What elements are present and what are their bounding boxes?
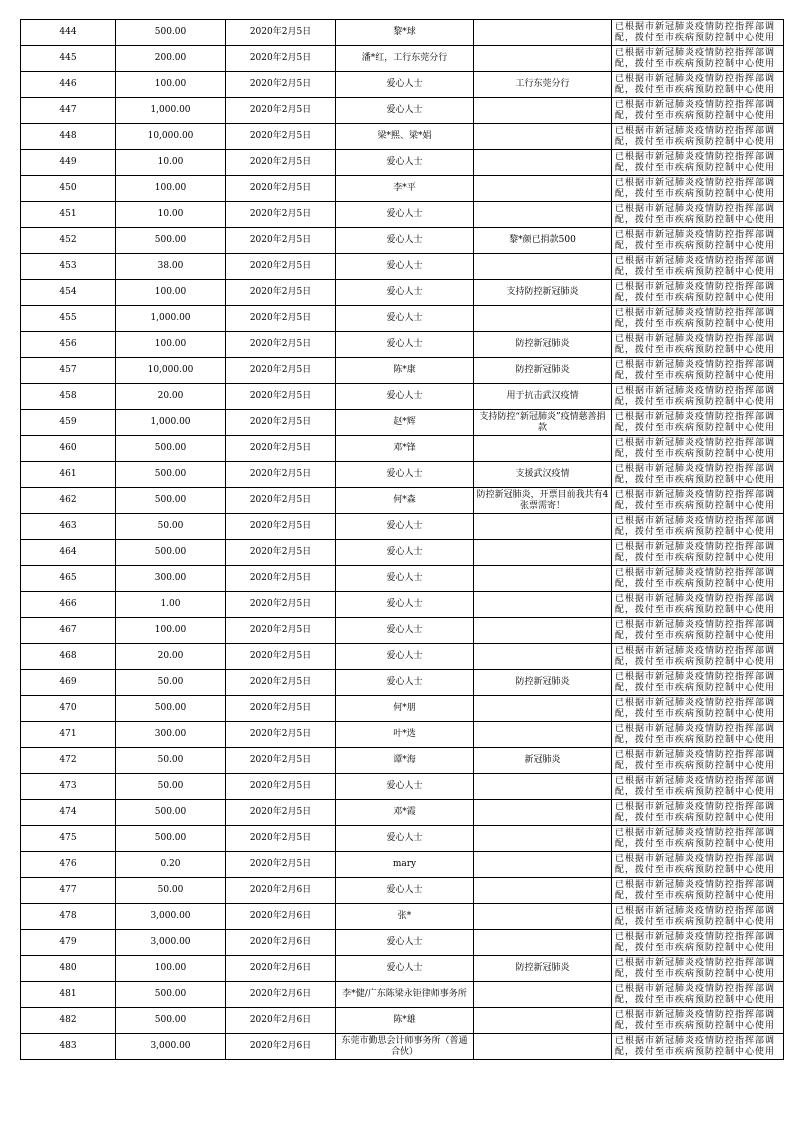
usage-note-cell: 已根据市新冠肺炎疫情防控指挥部调配，拨付至市疾病预防控制中心使用 — [612, 800, 784, 826]
amount-cell: 3,000.00 — [116, 1034, 226, 1060]
remark-cell — [474, 774, 612, 800]
date-cell: 2020年2月5日 — [226, 670, 336, 696]
usage-note-cell: 已根据市新冠肺炎疫情防控指挥部调配，拨付至市疾病预防控制中心使用 — [612, 1034, 784, 1060]
amount-cell: 500.00 — [116, 20, 226, 46]
usage-note-cell: 已根据市新冠肺炎疫情防控指挥部调配，拨付至市疾病预防控制中心使用 — [612, 306, 784, 332]
serial-number-cell: 458 — [21, 384, 116, 410]
serial-number-cell: 475 — [21, 826, 116, 852]
usage-note-cell: 已根据市新冠肺炎疫情防控指挥部调配，拨付至市疾病预防控制中心使用 — [612, 98, 784, 124]
remark-cell — [474, 150, 612, 176]
table-row — [21, 878, 784, 904]
usage-note-cell: 已根据市新冠肺炎疫情防控指挥部调配，拨付至市疾病预防控制中心使用 — [612, 540, 784, 566]
date-cell: 2020年2月5日 — [226, 280, 336, 306]
serial-number-cell: 457 — [21, 358, 116, 384]
usage-note-cell: 已根据市新冠肺炎疫情防控指挥部调配，拨付至市疾病预防控制中心使用 — [612, 748, 784, 774]
serial-number-cell: 472 — [21, 748, 116, 774]
serial-number-cell: 446 — [21, 72, 116, 98]
serial-number-cell: 473 — [21, 774, 116, 800]
table-row — [21, 488, 784, 514]
serial-number-cell: 459 — [21, 410, 116, 436]
donor-cell: 爱心人士 — [336, 930, 474, 956]
amount-cell: 20.00 — [116, 644, 226, 670]
remark-cell — [474, 202, 612, 228]
amount-cell: 10.00 — [116, 150, 226, 176]
usage-note-cell: 已根据市新冠肺炎疫情防控指挥部调配，拨付至市疾病预防控制中心使用 — [612, 46, 784, 72]
date-cell: 2020年2月5日 — [226, 696, 336, 722]
remark-cell: 防控新冠肺炎 — [474, 670, 612, 696]
amount-cell: 10,000.00 — [116, 124, 226, 150]
remark-cell: 用于抗击武汉疫情 — [474, 384, 612, 410]
serial-number-cell: 463 — [21, 514, 116, 540]
donor-cell: 爱心人士 — [336, 280, 474, 306]
usage-note-cell: 已根据市新冠肺炎疫情防控指挥部调配，拨付至市疾病预防控制中心使用 — [612, 72, 784, 98]
date-cell: 2020年2月5日 — [226, 46, 336, 72]
remark-cell — [474, 982, 612, 1008]
usage-note-cell: 已根据市新冠肺炎疫情防控指挥部调配，拨付至市疾病预防控制中心使用 — [612, 488, 784, 514]
donor-cell: 何*森 — [336, 488, 474, 514]
usage-note-cell: 已根据市新冠肺炎疫情防控指挥部调配，拨付至市疾病预防控制中心使用 — [612, 514, 784, 540]
donor-cell: 爱心人士 — [336, 566, 474, 592]
usage-note-cell: 已根据市新冠肺炎疫情防控指挥部调配，拨付至市疾病预防控制中心使用 — [612, 202, 784, 228]
donor-cell: 爱心人士 — [336, 956, 474, 982]
serial-number-cell: 478 — [21, 904, 116, 930]
serial-number-cell: 449 — [21, 150, 116, 176]
usage-note-cell: 已根据市新冠肺炎疫情防控指挥部调配，拨付至市疾病预防控制中心使用 — [612, 332, 784, 358]
serial-number-cell: 466 — [21, 592, 116, 618]
remark-cell: 防控新冠肺炎 — [474, 358, 612, 384]
serial-number-cell: 454 — [21, 280, 116, 306]
usage-note-cell: 已根据市新冠肺炎疫情防控指挥部调配，拨付至市疾病预防控制中心使用 — [612, 1008, 784, 1034]
date-cell: 2020年2月6日 — [226, 956, 336, 982]
serial-number-cell: 452 — [21, 228, 116, 254]
amount-cell: 500.00 — [116, 800, 226, 826]
serial-number-cell: 471 — [21, 722, 116, 748]
donor-cell: 陈*康 — [336, 358, 474, 384]
date-cell: 2020年2月5日 — [226, 488, 336, 514]
amount-cell: 500.00 — [116, 826, 226, 852]
table-row — [21, 930, 784, 956]
usage-note-cell: 已根据市新冠肺炎疫情防控指挥部调配，拨付至市疾病预防控制中心使用 — [612, 176, 784, 202]
amount-cell: 10.00 — [116, 202, 226, 228]
donor-cell: mary — [336, 852, 474, 878]
serial-number-cell: 444 — [21, 20, 116, 46]
remark-cell — [474, 436, 612, 462]
usage-note-cell: 已根据市新冠肺炎疫情防控指挥部调配，拨付至市疾病预防控制中心使用 — [612, 150, 784, 176]
serial-number-cell: 450 — [21, 176, 116, 202]
date-cell: 2020年2月5日 — [226, 592, 336, 618]
date-cell: 2020年2月6日 — [226, 1034, 336, 1060]
amount-cell: 100.00 — [116, 332, 226, 358]
table-row — [21, 72, 784, 98]
table-row — [21, 618, 784, 644]
remark-cell: 防控新冠肺炎 — [474, 332, 612, 358]
serial-number-cell: 477 — [21, 878, 116, 904]
donor-cell: 爱心人士 — [336, 202, 474, 228]
remark-cell — [474, 514, 612, 540]
date-cell: 2020年2月5日 — [226, 384, 336, 410]
table-row — [21, 358, 784, 384]
remark-cell: 支援武汉疫情 — [474, 462, 612, 488]
table-row — [21, 436, 784, 462]
table-row — [21, 904, 784, 930]
serial-number-cell: 480 — [21, 956, 116, 982]
table-row — [21, 228, 784, 254]
usage-note-cell: 已根据市新冠肺炎疫情防控指挥部调配，拨付至市疾病预防控制中心使用 — [612, 982, 784, 1008]
donor-cell: 爱心人士 — [336, 306, 474, 332]
donor-cell: 赵*辉 — [336, 410, 474, 436]
remark-cell — [474, 904, 612, 930]
remark-cell — [474, 878, 612, 904]
usage-note-cell: 已根据市新冠肺炎疫情防控指挥部调配，拨付至市疾病预防控制中心使用 — [612, 592, 784, 618]
donation-ledger-table — [20, 19, 784, 1060]
date-cell: 2020年2月5日 — [226, 306, 336, 332]
date-cell: 2020年2月5日 — [226, 98, 336, 124]
table-row — [21, 384, 784, 410]
table-row — [21, 1008, 784, 1034]
table-row — [21, 774, 784, 800]
date-cell: 2020年2月5日 — [226, 410, 336, 436]
amount-cell: 500.00 — [116, 1008, 226, 1034]
remark-cell — [474, 696, 612, 722]
serial-number-cell: 455 — [21, 306, 116, 332]
table-row — [21, 514, 784, 540]
donor-cell: 爱心人士 — [336, 514, 474, 540]
amount-cell: 50.00 — [116, 670, 226, 696]
date-cell: 2020年2月5日 — [226, 566, 336, 592]
table-row — [21, 332, 784, 358]
usage-note-cell: 已根据市新冠肺炎疫情防控指挥部调配，拨付至市疾病预防控制中心使用 — [612, 20, 784, 46]
donor-cell: 爱心人士 — [336, 462, 474, 488]
amount-cell: 100.00 — [116, 956, 226, 982]
amount-cell: 0.20 — [116, 852, 226, 878]
table-row — [21, 410, 784, 436]
date-cell: 2020年2月5日 — [226, 20, 336, 46]
amount-cell: 1,000.00 — [116, 306, 226, 332]
amount-cell: 38.00 — [116, 254, 226, 280]
amount-cell: 500.00 — [116, 696, 226, 722]
donor-cell: 爱心人士 — [336, 618, 474, 644]
amount-cell: 300.00 — [116, 566, 226, 592]
serial-number-cell: 474 — [21, 800, 116, 826]
amount-cell: 1.00 — [116, 592, 226, 618]
table-row — [21, 826, 784, 852]
amount-cell: 100.00 — [116, 176, 226, 202]
donor-cell: 爱心人士 — [336, 826, 474, 852]
date-cell: 2020年2月5日 — [226, 332, 336, 358]
donor-cell: 邓*霞 — [336, 800, 474, 826]
donor-cell: 何*朋 — [336, 696, 474, 722]
remark-cell: 黎*颜已捐款500 — [474, 228, 612, 254]
date-cell: 2020年2月6日 — [226, 1008, 336, 1034]
remark-cell: 防控新冠肺炎，开票目前我共有4张票需寄！ — [474, 488, 612, 514]
table-row — [21, 592, 784, 618]
usage-note-cell: 已根据市新冠肺炎疫情防控指挥部调配，拨付至市疾病预防控制中心使用 — [612, 644, 784, 670]
donor-cell: 爱心人士 — [336, 228, 474, 254]
serial-number-cell: 469 — [21, 670, 116, 696]
usage-note-cell: 已根据市新冠肺炎疫情防控指挥部调配，拨付至市疾病预防控制中心使用 — [612, 462, 784, 488]
date-cell: 2020年2月6日 — [226, 904, 336, 930]
table-row — [21, 1034, 784, 1060]
remark-cell — [474, 46, 612, 72]
amount-cell: 500.00 — [116, 540, 226, 566]
table-row — [21, 150, 784, 176]
serial-number-cell: 483 — [21, 1034, 116, 1060]
amount-cell: 10,000.00 — [116, 358, 226, 384]
remark-cell — [474, 592, 612, 618]
usage-note-cell: 已根据市新冠肺炎疫情防控指挥部调配，拨付至市疾病预防控制中心使用 — [612, 930, 784, 956]
usage-note-cell: 已根据市新冠肺炎疫情防控指挥部调配，拨付至市疾病预防控制中心使用 — [612, 280, 784, 306]
usage-note-cell: 已根据市新冠肺炎疫情防控指挥部调配，拨付至市疾病预防控制中心使用 — [612, 956, 784, 982]
usage-note-cell: 已根据市新冠肺炎疫情防控指挥部调配，拨付至市疾病预防控制中心使用 — [612, 774, 784, 800]
remark-cell: 支持防控“新冠肺炎”疫情慈善捐款 — [474, 410, 612, 436]
serial-number-cell: 453 — [21, 254, 116, 280]
remark-cell — [474, 540, 612, 566]
usage-note-cell: 已根据市新冠肺炎疫情防控指挥部调配，拨付至市疾病预防控制中心使用 — [612, 228, 784, 254]
usage-note-cell: 已根据市新冠肺炎疫情防控指挥部调配，拨付至市疾病预防控制中心使用 — [612, 670, 784, 696]
amount-cell: 3,000.00 — [116, 930, 226, 956]
date-cell: 2020年2月5日 — [226, 722, 336, 748]
donor-cell: 爱心人士 — [336, 332, 474, 358]
date-cell: 2020年2月5日 — [226, 618, 336, 644]
usage-note-cell: 已根据市新冠肺炎疫情防控指挥部调配，拨付至市疾病预防控制中心使用 — [612, 722, 784, 748]
table-row — [21, 800, 784, 826]
usage-note-cell: 已根据市新冠肺炎疫情防控指挥部调配，拨付至市疾病预防控制中心使用 — [612, 904, 784, 930]
table-row — [21, 124, 784, 150]
serial-number-cell: 460 — [21, 436, 116, 462]
table-row — [21, 566, 784, 592]
remark-cell — [474, 644, 612, 670]
usage-note-cell: 已根据市新冠肺炎疫情防控指挥部调配，拨付至市疾病预防控制中心使用 — [612, 566, 784, 592]
amount-cell: 100.00 — [116, 280, 226, 306]
ledger-body — [21, 20, 784, 1060]
usage-note-cell: 已根据市新冠肺炎疫情防控指挥部调配，拨付至市疾病预防控制中心使用 — [612, 618, 784, 644]
table-row — [21, 306, 784, 332]
date-cell: 2020年2月5日 — [226, 202, 336, 228]
date-cell: 2020年2月5日 — [226, 228, 336, 254]
serial-number-cell: 462 — [21, 488, 116, 514]
date-cell: 2020年2月5日 — [226, 826, 336, 852]
amount-cell: 50.00 — [116, 514, 226, 540]
remark-cell — [474, 176, 612, 202]
amount-cell: 100.00 — [116, 618, 226, 644]
serial-number-cell: 476 — [21, 852, 116, 878]
donor-cell: 爱心人士 — [336, 774, 474, 800]
table-row — [21, 176, 784, 202]
donor-cell: 爱心人士 — [336, 254, 474, 280]
donor-cell: 东莞市勤思会计师事务所（普通合伙） — [336, 1034, 474, 1060]
amount-cell: 300.00 — [116, 722, 226, 748]
table-row — [21, 852, 784, 878]
remark-cell: 支持防控新冠肺炎 — [474, 280, 612, 306]
remark-cell — [474, 618, 612, 644]
serial-number-cell: 456 — [21, 332, 116, 358]
date-cell: 2020年2月5日 — [226, 176, 336, 202]
remark-cell — [474, 1008, 612, 1034]
donor-cell: 爱心人士 — [336, 384, 474, 410]
date-cell: 2020年2月5日 — [226, 852, 336, 878]
date-cell: 2020年2月5日 — [226, 748, 336, 774]
date-cell: 2020年2月6日 — [226, 982, 336, 1008]
date-cell: 2020年2月5日 — [226, 774, 336, 800]
remark-cell: 新冠肺炎 — [474, 748, 612, 774]
donor-cell: 黎*球 — [336, 20, 474, 46]
usage-note-cell: 已根据市新冠肺炎疫情防控指挥部调配，拨付至市疾病预防控制中心使用 — [612, 384, 784, 410]
remark-cell — [474, 254, 612, 280]
donor-cell: 梁*熙、梁*娟 — [336, 124, 474, 150]
usage-note-cell: 已根据市新冠肺炎疫情防控指挥部调配，拨付至市疾病预防控制中心使用 — [612, 696, 784, 722]
remark-cell — [474, 852, 612, 878]
donor-cell: 爱心人士 — [336, 878, 474, 904]
amount-cell: 50.00 — [116, 774, 226, 800]
usage-note-cell: 已根据市新冠肺炎疫情防控指挥部调配，拨付至市疾病预防控制中心使用 — [612, 410, 784, 436]
table-row — [21, 98, 784, 124]
serial-number-cell: 461 — [21, 462, 116, 488]
donor-cell: 李*平 — [336, 176, 474, 202]
date-cell: 2020年2月6日 — [226, 878, 336, 904]
remark-cell — [474, 124, 612, 150]
serial-number-cell: 465 — [21, 566, 116, 592]
table-row — [21, 722, 784, 748]
date-cell: 2020年2月5日 — [226, 436, 336, 462]
usage-note-cell: 已根据市新冠肺炎疫情防控指挥部调配，拨付至市疾病预防控制中心使用 — [612, 358, 784, 384]
amount-cell: 200.00 — [116, 46, 226, 72]
amount-cell: 50.00 — [116, 878, 226, 904]
remark-cell: 防控新冠肺炎 — [474, 956, 612, 982]
table-row — [21, 254, 784, 280]
donor-cell: 爱心人士 — [336, 150, 474, 176]
serial-number-cell: 464 — [21, 540, 116, 566]
remark-cell — [474, 930, 612, 956]
amount-cell: 1,000.00 — [116, 410, 226, 436]
remark-cell — [474, 1034, 612, 1060]
donor-cell: 张* — [336, 904, 474, 930]
amount-cell: 100.00 — [116, 72, 226, 98]
donor-cell: 爱心人士 — [336, 670, 474, 696]
table-row — [21, 748, 784, 774]
donor-cell: 李*健/广东陈梁永钜律师事务所 — [336, 982, 474, 1008]
donor-cell: 邓*锋 — [336, 436, 474, 462]
donor-cell: 爱心人士 — [336, 72, 474, 98]
remark-cell — [474, 800, 612, 826]
table-row — [21, 670, 784, 696]
donor-cell: 爱心人士 — [336, 540, 474, 566]
usage-note-cell: 已根据市新冠肺炎疫情防控指挥部调配，拨付至市疾病预防控制中心使用 — [612, 826, 784, 852]
date-cell: 2020年2月5日 — [226, 644, 336, 670]
date-cell: 2020年2月5日 — [226, 540, 336, 566]
date-cell: 2020年2月5日 — [226, 462, 336, 488]
donor-cell: 爱心人士 — [336, 592, 474, 618]
date-cell: 2020年2月5日 — [226, 358, 336, 384]
table-row — [21, 956, 784, 982]
amount-cell: 1,000.00 — [116, 98, 226, 124]
date-cell: 2020年2月5日 — [226, 514, 336, 540]
donor-cell: 潘*红，工行东莞分行 — [336, 46, 474, 72]
serial-number-cell: 448 — [21, 124, 116, 150]
serial-number-cell: 468 — [21, 644, 116, 670]
serial-number-cell: 482 — [21, 1008, 116, 1034]
remark-cell — [474, 98, 612, 124]
amount-cell: 500.00 — [116, 228, 226, 254]
table-row — [21, 982, 784, 1008]
amount-cell: 50.00 — [116, 748, 226, 774]
usage-note-cell: 已根据市新冠肺炎疫情防控指挥部调配，拨付至市疾病预防控制中心使用 — [612, 254, 784, 280]
date-cell: 2020年2月5日 — [226, 254, 336, 280]
remark-cell — [474, 826, 612, 852]
table-row — [21, 280, 784, 306]
amount-cell: 500.00 — [116, 436, 226, 462]
remark-cell — [474, 306, 612, 332]
table-row — [21, 696, 784, 722]
serial-number-cell: 467 — [21, 618, 116, 644]
remark-cell — [474, 722, 612, 748]
remark-cell: 工行东莞分行 — [474, 72, 612, 98]
amount-cell: 500.00 — [116, 488, 226, 514]
serial-number-cell: 451 — [21, 202, 116, 228]
amount-cell: 3,000.00 — [116, 904, 226, 930]
usage-note-cell: 已根据市新冠肺炎疫情防控指挥部调配，拨付至市疾病预防控制中心使用 — [612, 124, 784, 150]
table-row — [21, 46, 784, 72]
donor-cell: 陈*雄 — [336, 1008, 474, 1034]
amount-cell: 20.00 — [116, 384, 226, 410]
date-cell: 2020年2月6日 — [226, 930, 336, 956]
usage-note-cell: 已根据市新冠肺炎疫情防控指挥部调配，拨付至市疾病预防控制中心使用 — [612, 878, 784, 904]
serial-number-cell: 447 — [21, 98, 116, 124]
table-row — [21, 20, 784, 46]
serial-number-cell: 445 — [21, 46, 116, 72]
serial-number-cell: 481 — [21, 982, 116, 1008]
date-cell: 2020年2月5日 — [226, 800, 336, 826]
donor-cell: 叶*选 — [336, 722, 474, 748]
serial-number-cell: 479 — [21, 930, 116, 956]
usage-note-cell: 已根据市新冠肺炎疫情防控指挥部调配，拨付至市疾病预防控制中心使用 — [612, 436, 784, 462]
donor-cell: 谭*海 — [336, 748, 474, 774]
date-cell: 2020年2月5日 — [226, 72, 336, 98]
serial-number-cell: 470 — [21, 696, 116, 722]
usage-note-cell: 已根据市新冠肺炎疫情防控指挥部调配，拨付至市疾病预防控制中心使用 — [612, 852, 784, 878]
table-row — [21, 540, 784, 566]
date-cell: 2020年2月5日 — [226, 124, 336, 150]
remark-cell — [474, 566, 612, 592]
date-cell: 2020年2月5日 — [226, 150, 336, 176]
remark-cell — [474, 20, 612, 46]
table-row — [21, 644, 784, 670]
table-row — [21, 462, 784, 488]
donor-cell: 爱心人士 — [336, 98, 474, 124]
donor-cell: 爱心人士 — [336, 644, 474, 670]
table-row — [21, 202, 784, 228]
amount-cell: 500.00 — [116, 462, 226, 488]
amount-cell: 500.00 — [116, 982, 226, 1008]
